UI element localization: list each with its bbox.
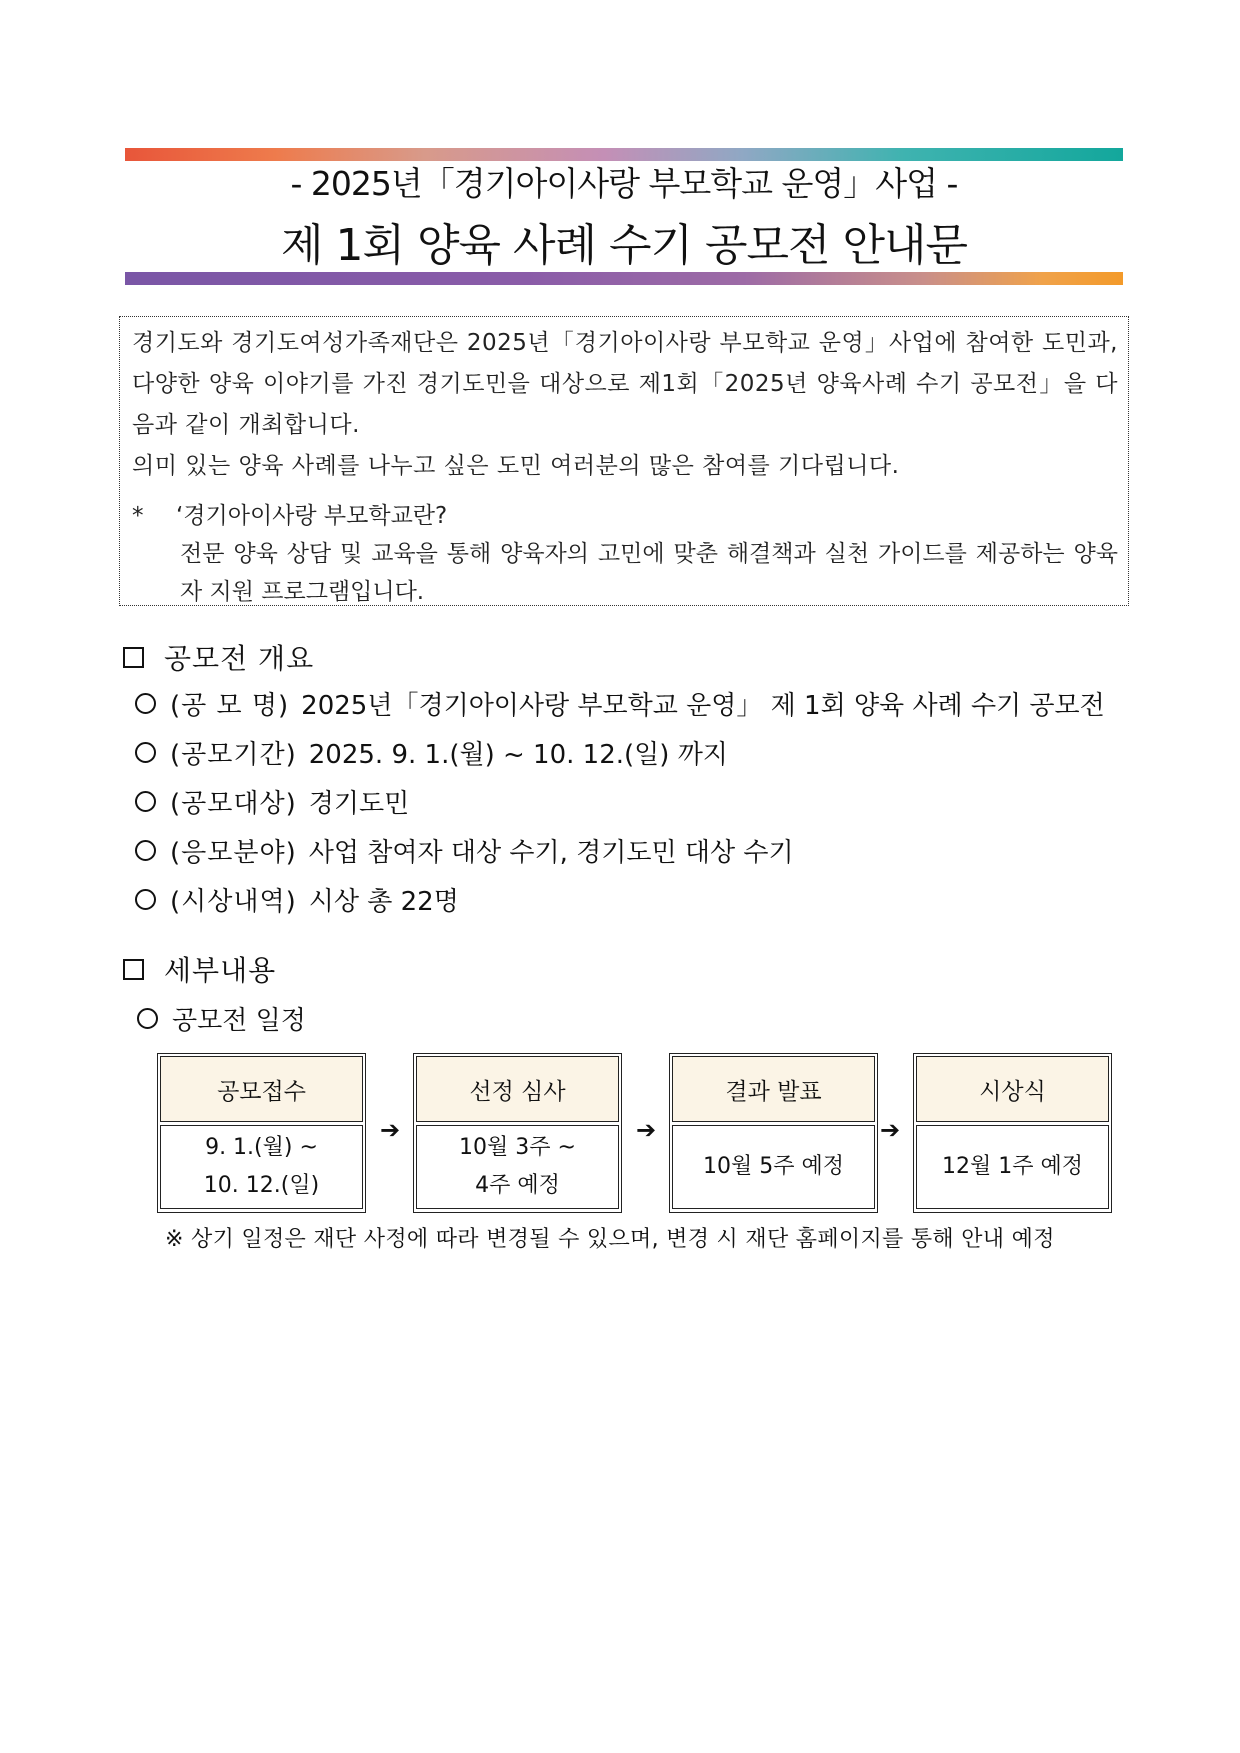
overview-item-label: (시상내역) — [170, 887, 297, 917]
overview-item — [135, 881, 459, 918]
arrow-right-icon: ➔ — [380, 1116, 401, 1144]
header-top-gradient-bar — [125, 148, 1123, 161]
note-marker: * — [132, 503, 144, 529]
circle-bullet-icon — [135, 693, 156, 714]
section-details-title: 세부내용 — [164, 954, 277, 987]
overview-item-value: 사업 참여자 대상 수기, 경기도민 대상 수기 — [308, 838, 794, 868]
schedule-footnote: ※ 상기 일정은 재단 사정에 따라 변경될 수 있으며, 변경 시 재단 홈페이지를 통해 안내 예정 — [165, 1227, 1055, 1252]
note-description: 전문 양육 상담 및 교육을 통해 양육자의 고민에 맞춘 해결책과 실천 가이드를 제공하는 양육자 지원 프로그램입니다. — [180, 541, 1118, 605]
overview-item — [135, 734, 728, 771]
overview-item-value: 2025. 9. 1.(월) ~ 10. 12.(일) 까지 — [308, 740, 728, 770]
circle-bullet-icon — [135, 742, 156, 763]
section-details-heading — [123, 949, 276, 989]
step-body — [916, 1125, 1109, 1209]
intro-note — [132, 497, 1118, 611]
page-title: 제 1회 양육 사례 수기 공모전 안내문 — [281, 220, 967, 271]
step-title: 공모접수 — [160, 1056, 363, 1122]
note-title: ‘경기아이사랑 부모학교란? — [176, 503, 448, 529]
overview-item-value: 경기도민 — [308, 789, 410, 819]
step-line: 10. 12.(일) — [203, 1173, 320, 1198]
overview-item-label: (공모기간) — [170, 740, 297, 770]
schedule-step-announcement — [669, 1053, 878, 1213]
intro-paragraph-2: 의미 있는 양육 사례를 나누고 싶은 도민 여러분의 많은 참여를 기다립니다. — [132, 453, 900, 479]
overview-item-value: 2025년「경기아이사랑 부모학교 운영」 제 1회 양육 사례 수기 공모전 — [301, 691, 1105, 721]
overview-item-label: (공 모 명) — [170, 691, 290, 721]
schedule-step-receipt — [157, 1053, 366, 1213]
overview-item — [135, 685, 1105, 722]
intro-paragraph-1: 경기도와 경기도여성가족재단은 2025년「경기아이사랑 부모학교 운영」사업에 참여한 도민과, 다양한 양육 이야기를 가진 경기도민을 대상으로 제1회「2025년 양육사례 수기 공모전」을 다음과 같이 개최합니다. — [132, 330, 1118, 438]
arrow-right-icon: ➔ — [636, 1116, 657, 1144]
step-line: 10월 3주 ~ — [459, 1135, 576, 1160]
step-line: 10월 5주 예정 — [703, 1154, 844, 1179]
step-line: 12월 1주 예정 — [942, 1154, 1083, 1179]
overview-item-value: 시상 총 22명 — [308, 887, 459, 917]
header-bottom-gradient-bar — [125, 272, 1123, 285]
step-title: 시상식 — [916, 1056, 1109, 1122]
overview-item — [135, 832, 794, 869]
step-body — [160, 1125, 363, 1209]
circle-bullet-icon — [137, 1008, 158, 1029]
step-body — [672, 1125, 875, 1209]
arrow-right-icon: ➔ — [880, 1116, 901, 1144]
overview-item-label: (응모분야) — [170, 838, 297, 868]
schedule-heading-text: 공모전 일정 — [172, 1006, 306, 1036]
square-bullet-icon — [123, 647, 144, 668]
schedule-step-review — [413, 1053, 622, 1213]
note-body — [176, 497, 1118, 611]
section-overview-heading — [123, 637, 314, 677]
page-subtitle: - 2025년「경기아이사랑 부모학교 운영」사업 - — [290, 164, 958, 203]
circle-bullet-icon — [135, 840, 156, 861]
square-bullet-icon — [123, 959, 144, 980]
schedule-heading — [137, 1000, 306, 1037]
overview-item — [135, 783, 409, 820]
schedule-step-ceremony — [913, 1053, 1112, 1213]
step-body — [416, 1125, 619, 1209]
step-title: 선정 심사 — [416, 1056, 619, 1122]
step-line: 9. 1.(월) ~ — [205, 1135, 318, 1160]
step-line: 4주 예정 — [475, 1173, 560, 1198]
step-title: 결과 발표 — [672, 1056, 875, 1122]
circle-bullet-icon — [135, 791, 156, 812]
overview-item-label: (공모대상) — [170, 789, 297, 819]
section-overview-title: 공모전 개요 — [164, 642, 315, 675]
intro-box — [119, 316, 1129, 606]
circle-bullet-icon — [135, 889, 156, 910]
